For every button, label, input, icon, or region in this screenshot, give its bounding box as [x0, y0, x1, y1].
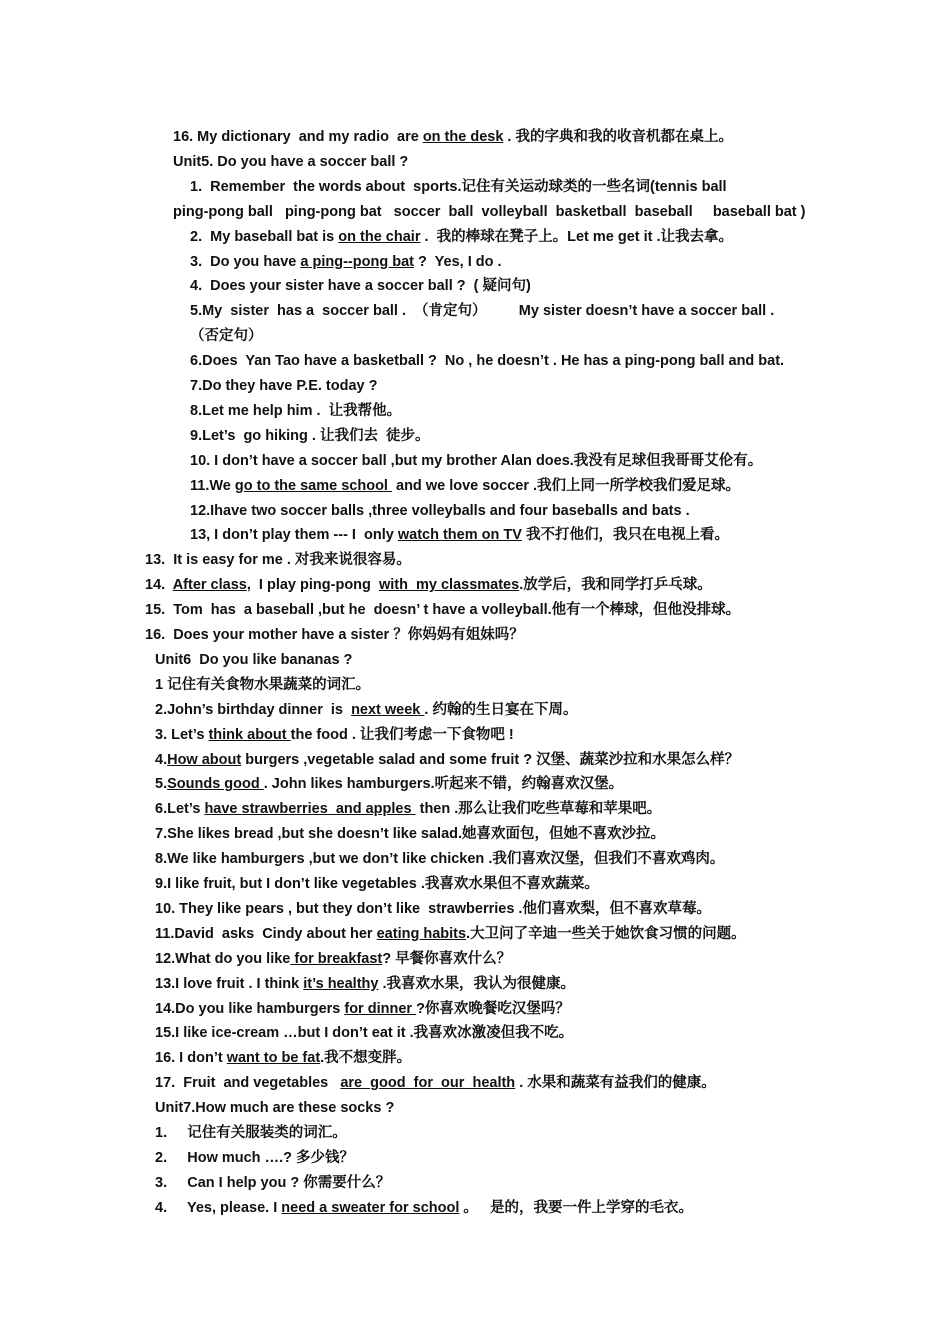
text-segment: . 我的字典和我的收音机都在桌上。: [503, 129, 733, 145]
text-segment: 4. Does your sister have a soccer ball ? ( 疑问句): [190, 278, 531, 295]
text-line: [0, 724, 950, 746]
text-line: [0, 176, 950, 198]
text-segment: , I play ping-pong: [246, 577, 379, 594]
text-segment: 7.Do they have P.E. today ?: [190, 378, 378, 394]
text-line: [0, 151, 950, 173]
text-line: [0, 201, 950, 223]
text-line: [0, 973, 950, 995]
text-line: [0, 1172, 950, 1194]
text-line: [0, 574, 950, 596]
text-segment: 1 记住有关食物水果蔬菜的词汇。: [155, 676, 371, 693]
text-line: [0, 599, 950, 621]
underlined-phrase: want to be fat: [226, 1050, 321, 1067]
text-segment: 我不打他们，我只在电视上看。: [521, 527, 729, 544]
text-line: [0, 1197, 950, 1219]
text-segment: 10. I don’t have a soccer ball ,but my brother Alan does.我没有足球但我哥哥艾伦有。: [190, 452, 763, 469]
text-segment: 2.John’s birthday dinner is: [155, 701, 352, 718]
text-segment: .我不想变胖。: [320, 1050, 412, 1067]
text-line: [0, 699, 950, 721]
text-segment: ? Yes, I do .: [413, 253, 502, 270]
text-line: [0, 1072, 950, 1094]
text-segment: the food . 让我们考虑一下食物吧 !: [290, 726, 514, 743]
text-segment: 7.She likes bread ,but she doesn’t like salad.她喜欢面包，但她不喜欢沙拉。: [155, 826, 666, 843]
text-segment: 13, I don’t play them --- I only: [190, 527, 398, 544]
underlined-phrase: eating habits: [376, 925, 467, 942]
text-line: [0, 848, 950, 870]
text-segment: 3. Do you have: [190, 253, 301, 270]
text-line: [0, 649, 950, 671]
text-segment: 2. My baseball bat is: [190, 228, 339, 245]
underlined-phrase: with my classmates: [378, 577, 520, 594]
text-segment: 3. Let’s: [155, 726, 209, 743]
text-segment: 9.Let’s go hiking . 让我们去 徒步。: [190, 427, 430, 444]
text-segment: .放学后，我和同学打乒乓球。: [519, 577, 712, 594]
text-line: [0, 251, 950, 273]
text-segment: Unit6 Do you like bananas ?: [155, 651, 353, 668]
text-segment: 5.: [155, 776, 168, 793]
text-segment: 16. Does your mother have a sister ？你妈妈有姐妹吗？: [145, 627, 524, 643]
text-line: [0, 1147, 950, 1169]
text-line: [0, 873, 950, 895]
text-segment: . 约翰的生日宴在下周。: [424, 701, 578, 718]
text-segment: 11.David asks Cindy about her: [155, 925, 377, 942]
text-segment: 8.Let me help him . 让我帮他。: [190, 402, 402, 419]
text-segment: 14.Do you like hamburgers: [155, 1000, 345, 1017]
text-segment: . John likes hamburgers.听起来不错，约翰喜欢汉堡。: [263, 776, 624, 793]
underlined-phrase: go to the same school: [234, 477, 392, 494]
text-line: [0, 325, 950, 347]
text-line: [0, 898, 950, 920]
underlined-phrase: watch them on TV: [397, 527, 522, 544]
text-line: [0, 425, 950, 447]
text-line: [0, 1047, 950, 1069]
text-segment: 5.My sister has a soccer ball . （肯定句） My sister doesn’t have a soccer ball .: [190, 303, 775, 320]
text-segment: 1. 记住有关服装类的词汇。: [155, 1125, 347, 1141]
text-segment: 9.I like fruit, but I don’t like vegetables .我喜欢水果但不喜欢蔬菜。: [155, 876, 599, 892]
text-segment: ? 早餐你喜欢什么？: [382, 950, 512, 967]
text-line: [0, 798, 950, 820]
underlined-phrase: for dinner: [344, 1000, 417, 1017]
text-segment: and we love soccer .我们上同一所学校我们爱足球。: [391, 477, 741, 494]
text-segment: 2. How much ….? 多少钱？: [155, 1149, 354, 1166]
text-line: [0, 674, 950, 696]
text-line: [0, 823, 950, 845]
text-line: [0, 500, 950, 522]
text-segment: 6.Does Yan Tao have a basketball ? No , he doesn’t . He has a ping-pong ball and bat.: [190, 353, 785, 370]
text-segment: ?你喜欢晚餐吃汉堡吗？: [416, 1000, 570, 1017]
text-segment: Unit5. Do you have a soccer ball ?: [173, 153, 409, 170]
text-segment: 16. My dictionary and my radio are: [173, 129, 423, 145]
text-line: [0, 773, 950, 795]
text-line: [0, 400, 950, 422]
text-segment: 15.I like ice-cream …but I don’t eat it .我喜欢冰激凌但我不吃。: [155, 1025, 574, 1042]
text-line: [0, 375, 950, 397]
text-line: [0, 1122, 950, 1144]
text-line: [0, 549, 950, 571]
text-segment: 17. Fruit and vegetables: [155, 1075, 341, 1092]
text-segment: 12.What do you like: [155, 950, 291, 967]
text-segment: 12.Ihave two soccer balls ,three volleyballs and four baseballs and bats .: [190, 502, 690, 519]
text-segment: 13. It is easy for me . 对我来说很容易。: [145, 552, 411, 569]
underlined-phrase: think about: [208, 726, 291, 743]
text-segment: 4. Yes, please. I: [155, 1199, 282, 1216]
underlined-phrase: on the desk: [422, 129, 504, 145]
text-segment: 15. Tom has a baseball ,but he doesn’ t have a volleyball.他有一个棒球，但他没排球。: [145, 602, 741, 619]
text-segment: 10. They like pears , but they don’t like strawberries .他们喜欢梨，但不喜欢草莓。: [155, 900, 711, 917]
text-segment: ping-pong ball ping-pong bat soccer ball volleyball basketball baseball baseball bat ): [173, 203, 806, 220]
text-segment: .大卫问了辛迪一些关于她饮食习惯的问题。: [466, 925, 746, 942]
text-line: [0, 749, 950, 771]
text-segment: 1. Remember the words about sports.记住有关运动球类的一些名词(tennis ball: [190, 178, 727, 195]
underlined-phrase: a ping--pong bat: [300, 253, 414, 270]
text-line: [0, 1097, 950, 1119]
text-segment: burgers ,vegetable salad and some fruit ? 汉堡、蔬菜沙拉和水果怎么样？: [241, 751, 740, 768]
text-segment: （否定句）: [190, 328, 263, 345]
text-segment: 3. Can I help you ? 你需要什么？: [155, 1174, 391, 1191]
underlined-phrase: are good for our health: [340, 1075, 516, 1092]
text-segment: 。 是的，我要一件上学穿的毛衣。: [459, 1199, 694, 1216]
underlined-phrase: on the chair: [338, 228, 421, 245]
text-segment: 14.: [145, 577, 173, 594]
text-line: [0, 923, 950, 945]
text-line: [0, 998, 950, 1020]
text-line: [0, 350, 950, 372]
text-line: [0, 226, 950, 248]
text-segment: 6.Let’s: [155, 801, 205, 818]
underlined-phrase: have strawberries and apples: [204, 801, 416, 818]
text-line: [0, 1022, 950, 1044]
text-segment: .我喜欢水果，我认为很健康。: [378, 975, 576, 992]
text-line: [0, 948, 950, 970]
text-line: [0, 126, 950, 148]
underlined-phrase: Sounds good: [167, 776, 264, 793]
underlined-phrase: How about: [167, 751, 242, 768]
text-line: [0, 300, 950, 322]
text-line: [0, 624, 950, 646]
text-segment: . 我的棒球在凳子上。Let me get it .让我去拿。: [420, 228, 734, 245]
text-segment: 4.: [155, 751, 168, 768]
text-line: [0, 524, 950, 546]
text-segment: 13.I love fruit . I think: [155, 975, 304, 992]
text-segment: 8.We like hamburgers ,but we don’t like chicken .我们喜欢汉堡，但我们不喜欢鸡肉。: [155, 851, 725, 868]
underlined-phrase: for breakfast: [290, 950, 383, 967]
text-line: [0, 450, 950, 472]
text-segment: 16. I don’t: [155, 1050, 227, 1067]
text-line: [0, 475, 950, 497]
underlined-phrase: need a sweater for school: [281, 1199, 460, 1216]
text-segment: Unit7.How much are these socks ?: [155, 1100, 395, 1117]
underlined-phrase: it’s healthy: [303, 975, 379, 992]
text-line: [0, 275, 950, 297]
text-segment: . 水果和蔬菜有益我们的健康。: [515, 1075, 716, 1092]
underlined-phrase: After class: [172, 577, 247, 594]
underlined-phrase: next week: [351, 701, 425, 718]
text-segment: 11.We: [190, 477, 235, 494]
text-segment: then .那么让我们吃些草莓和苹果吧。: [415, 801, 662, 818]
